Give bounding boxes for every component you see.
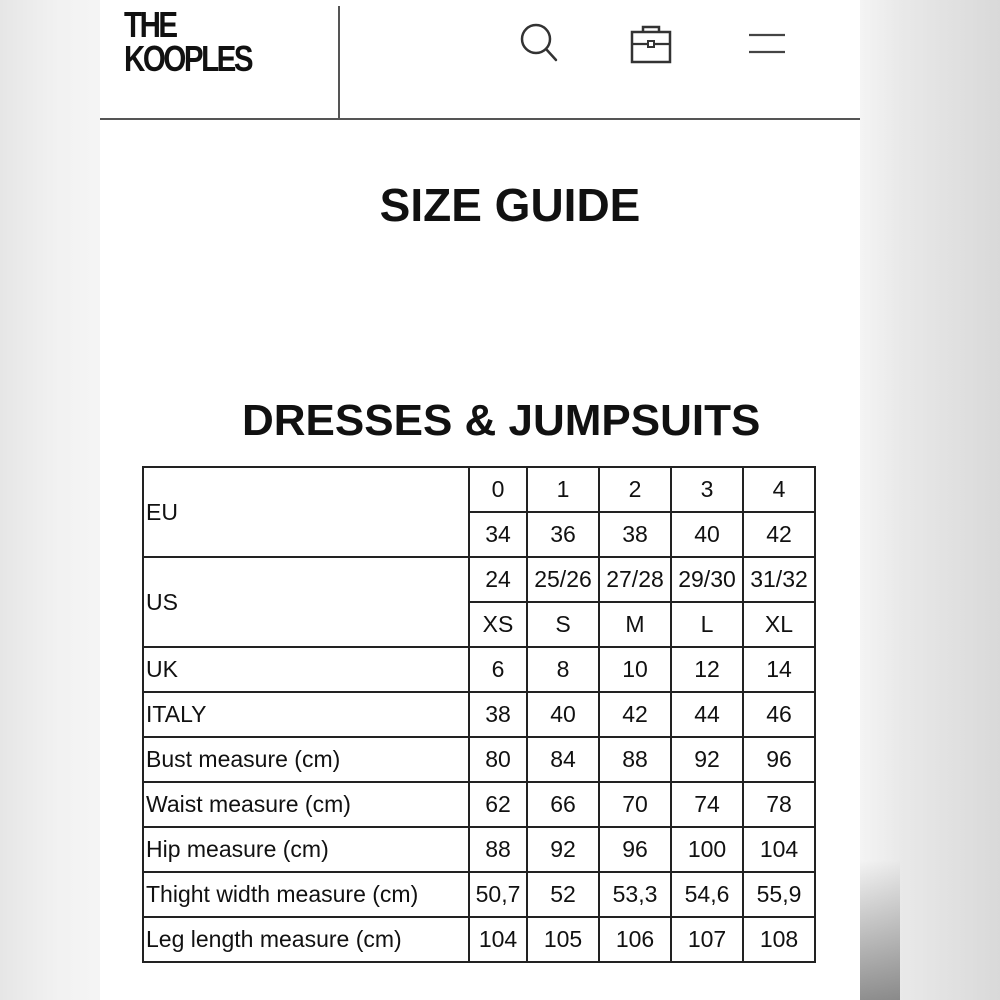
- table-cell: 27/28: [599, 557, 671, 602]
- table-row: [143, 647, 815, 692]
- table-cell: L: [671, 602, 743, 647]
- row-label: Bust measure (cm): [143, 737, 469, 782]
- menu-icon: [744, 20, 790, 66]
- brand-logo-line1: THE: [124, 4, 176, 45]
- bag-icon: [628, 20, 674, 66]
- table-cell: 104: [469, 917, 527, 962]
- table-cell: 10: [599, 647, 671, 692]
- table-row: [143, 557, 815, 602]
- table-cell: 34: [469, 512, 527, 557]
- row-label: EU: [143, 467, 469, 557]
- table-cell: S: [527, 602, 599, 647]
- table-cell: 38: [469, 692, 527, 737]
- table-cell: 96: [599, 827, 671, 872]
- table-cell: 54,6: [671, 872, 743, 917]
- site-header: [100, 0, 860, 120]
- row-label: US: [143, 557, 469, 647]
- table-cell: 4: [743, 467, 815, 512]
- table-cell: XL: [743, 602, 815, 647]
- table-cell: 24: [469, 557, 527, 602]
- table-cell: 74: [671, 782, 743, 827]
- table-cell: 55,9: [743, 872, 815, 917]
- table-cell: M: [599, 602, 671, 647]
- search-button[interactable]: [516, 20, 562, 66]
- row-label: ITALY: [143, 692, 469, 737]
- row-label: UK: [143, 647, 469, 692]
- page-title: SIZE GUIDE: [379, 179, 641, 231]
- table-cell: 66: [527, 782, 599, 827]
- table-cell: 88: [599, 737, 671, 782]
- row-label: Waist measure (cm): [143, 782, 469, 827]
- table-cell: 12: [671, 647, 743, 692]
- table-cell: 53,3: [599, 872, 671, 917]
- table-cell: 42: [599, 692, 671, 737]
- table-cell: 42: [743, 512, 815, 557]
- table-cell: 80: [469, 737, 527, 782]
- table-cell: 38: [599, 512, 671, 557]
- table-cell: 46: [743, 692, 815, 737]
- table-cell: 44: [671, 692, 743, 737]
- table-cell: 36: [527, 512, 599, 557]
- table-cell: 84: [527, 737, 599, 782]
- table-cell: 106: [599, 917, 671, 962]
- table-cell: 40: [527, 692, 599, 737]
- table-cell: 96: [743, 737, 815, 782]
- brand-logo-line2: KOOPLES: [124, 38, 252, 79]
- table-cell: 1: [527, 467, 599, 512]
- bag-button[interactable]: [628, 20, 674, 66]
- section-title: DRESSES & JUMPSUITS: [242, 396, 761, 445]
- table-cell: 3: [671, 467, 743, 512]
- table-row: [143, 872, 815, 917]
- table-row: [143, 737, 815, 782]
- table-row: [143, 782, 815, 827]
- table-cell: 8: [527, 647, 599, 692]
- table-row: [143, 827, 815, 872]
- table-cell: 92: [671, 737, 743, 782]
- size-guide-table: [142, 466, 816, 963]
- table-cell: 2: [599, 467, 671, 512]
- table-cell: 14: [743, 647, 815, 692]
- table-cell: 88: [469, 827, 527, 872]
- row-label: Leg length measure (cm): [143, 917, 469, 962]
- table-row: [143, 692, 815, 737]
- table-cell: 52: [527, 872, 599, 917]
- table-cell: 62: [469, 782, 527, 827]
- row-label: Thight width measure (cm): [143, 872, 469, 917]
- table-cell: 104: [743, 827, 815, 872]
- table-cell: 31/32: [743, 557, 815, 602]
- table-row: [143, 467, 815, 512]
- table-cell: 50,7: [469, 872, 527, 917]
- table-row: [143, 917, 815, 962]
- menu-button[interactable]: [744, 20, 790, 66]
- table-cell: 105: [527, 917, 599, 962]
- table-cell: 0: [469, 467, 527, 512]
- search-icon: [516, 20, 562, 66]
- table-cell: 78: [743, 782, 815, 827]
- table-cell: 92: [527, 827, 599, 872]
- edge-shadow: [860, 860, 900, 1000]
- table-cell: 107: [671, 917, 743, 962]
- page: [100, 0, 860, 1000]
- table-cell: 70: [599, 782, 671, 827]
- table-cell: XS: [469, 602, 527, 647]
- header-divider: [338, 6, 340, 118]
- table-cell: 100: [671, 827, 743, 872]
- table-cell: 108: [743, 917, 815, 962]
- table-cell: 29/30: [671, 557, 743, 602]
- table-cell: 25/26: [527, 557, 599, 602]
- brand-logo[interactable]: [124, 4, 252, 79]
- table-cell: 6: [469, 647, 527, 692]
- row-label: Hip measure (cm): [143, 827, 469, 872]
- table-cell: 40: [671, 512, 743, 557]
